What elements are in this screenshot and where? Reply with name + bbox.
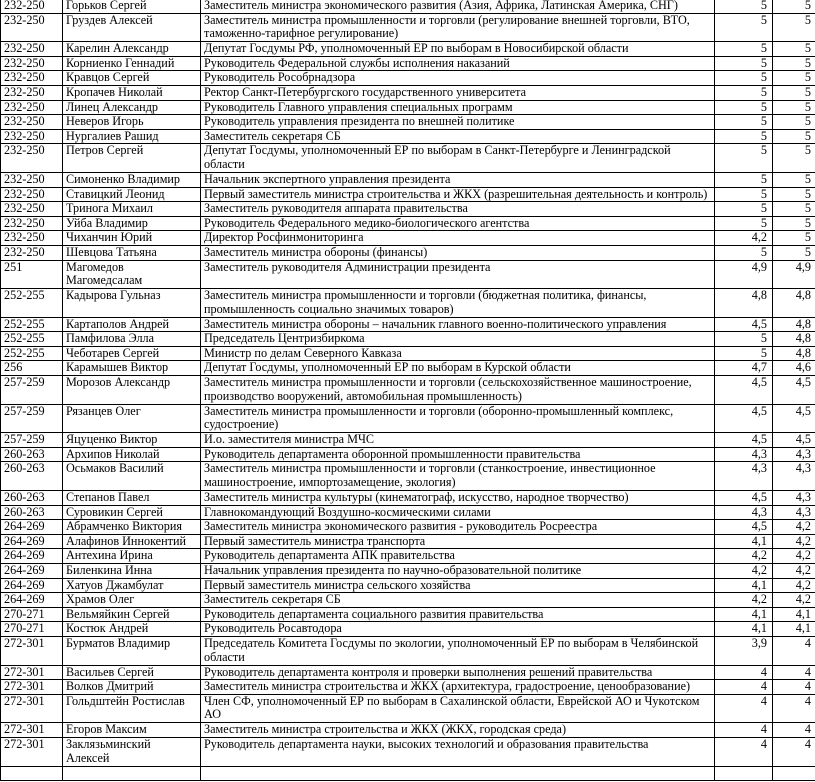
position-cell: Первый заместитель министра сельского хозяйства (201, 578, 715, 593)
position-cell: Депутат Госдумы, уполномоченный ЕР по выборам в Курской области (201, 361, 715, 376)
rank-cell: 232-250 (1, 129, 63, 144)
position-cell: Руководитель департамента АПК правительства (201, 549, 715, 564)
position-cell: Заместитель министра промышленности и торговли (бюджетная политика, финансы, промышленность социально значимых товаров) (201, 289, 715, 318)
name-cell: Чеботарев Сергей (63, 346, 201, 361)
rank-cell: 260-263 (1, 462, 63, 491)
name-cell: Кадырова Гульназ (63, 289, 201, 318)
score-2-cell: 5 (773, 231, 815, 246)
score-2-cell: 4,3 (773, 491, 815, 506)
score-2-cell-empty (773, 766, 815, 781)
position-cell: И.о. заместителя министра МЧС (201, 433, 715, 448)
score-2-cell: 4,8 (773, 289, 815, 318)
score-2-cell: 4 (773, 680, 815, 695)
rank-cell: 232-250 (1, 13, 63, 42)
score-1-cell: 4,1 (715, 607, 773, 622)
position-cell: Заместитель министра промышленности и торговли (станкостроение, инвестиционное машиностроение, импортозамещение, экология) (201, 462, 715, 491)
table-row (1, 694, 815, 723)
table-row (1, 491, 815, 506)
name-cell: Груздев Алексей (63, 13, 201, 42)
name-cell: Карамышев Виктор (63, 361, 201, 376)
position-cell: Заместитель министра промышленности и торговли (регулирование внешней торговли, ВТО, таможенно-тарифное регулирование) (201, 13, 715, 42)
score-1-cell: 5 (715, 129, 773, 144)
position-cell: Председатель Центризбиркома (201, 332, 715, 347)
name-cell: Горьков Сергей (63, 0, 201, 13)
rank-cell: 257-259 (1, 376, 63, 405)
score-1-cell: 4,7 (715, 361, 773, 376)
table-row (1, 42, 815, 57)
name-cell: Яцуценко Виктор (63, 433, 201, 448)
score-2-cell: 4 (773, 737, 815, 766)
ranking-table-body (1, 0, 815, 781)
position-cell: Директор Росфинмониторинга (201, 231, 715, 246)
rank-cell: 252-255 (1, 346, 63, 361)
table-row (1, 144, 815, 173)
score-1-cell: 4,5 (715, 491, 773, 506)
rank-cell: 252-255 (1, 289, 63, 318)
rank-cell: 232-250 (1, 71, 63, 86)
rank-cell: 232-250 (1, 42, 63, 57)
score-1-cell: 5 (715, 13, 773, 42)
score-1-cell: 5 (715, 346, 773, 361)
score-1-cell: 5 (715, 85, 773, 100)
rank-cell-empty (1, 766, 63, 781)
position-cell: Руководитель департамента контроля и проверки выполнения решений правительства (201, 665, 715, 680)
table-row (1, 723, 815, 738)
position-cell: Депутат Госдумы РФ, уполномоченный ЕР по выборам в Новосибирской области (201, 42, 715, 57)
position-cell: Руководитель Федеральной службы исполнения наказаний (201, 56, 715, 71)
rank-cell: 264-269 (1, 549, 63, 564)
score-1-cell: 4,3 (715, 447, 773, 462)
table-row (1, 433, 815, 448)
score-1-cell: 4,9 (715, 260, 773, 289)
score-1-cell: 4,2 (715, 593, 773, 608)
score-2-cell: 4,5 (773, 404, 815, 433)
score-1-cell: 5 (715, 100, 773, 115)
score-1-cell: 5 (715, 245, 773, 260)
score-2-cell: 4,9 (773, 260, 815, 289)
score-2-cell: 4,5 (773, 376, 815, 405)
name-cell: Памфилова Элла (63, 332, 201, 347)
score-2-cell: 4,2 (773, 520, 815, 535)
table-row (1, 289, 815, 318)
table-row (1, 129, 815, 144)
table-row (1, 376, 815, 405)
table-row (1, 172, 815, 187)
score-1-cell: 4 (715, 680, 773, 695)
score-2-cell: 4,8 (773, 332, 815, 347)
name-cell: Суровикин Сергей (63, 505, 201, 520)
score-2-cell: 5 (773, 129, 815, 144)
rank-cell: 252-255 (1, 332, 63, 347)
rank-cell: 232-250 (1, 231, 63, 246)
table-row (1, 346, 815, 361)
name-cell: Шевцова Татьяна (63, 245, 201, 260)
rank-cell: 251 (1, 260, 63, 289)
name-cell: Петров Сергей (63, 144, 201, 173)
rank-cell: 232-250 (1, 85, 63, 100)
table-row (1, 13, 815, 42)
table-row (1, 202, 815, 217)
rank-cell: 272-301 (1, 737, 63, 766)
score-1-cell: 5 (715, 216, 773, 231)
score-1-cell: 5 (715, 172, 773, 187)
position-cell: Руководитель Росавтодора (201, 622, 715, 637)
position-cell: Заместитель министра культуры (кинематограф, искусство, народное творчество) (201, 491, 715, 506)
rank-cell: 232-250 (1, 144, 63, 173)
rank-cell: 257-259 (1, 404, 63, 433)
table-row (1, 85, 815, 100)
name-cell: Рязанцев Олег (63, 404, 201, 433)
score-2-cell: 4,2 (773, 593, 815, 608)
position-cell: Заместитель министра промышленности и торговли (сельскохозяйственное машиностроение, производство вооружений, автомобильная промышленность) (201, 376, 715, 405)
rank-cell: 272-301 (1, 694, 63, 723)
position-cell: Первый заместитель министра транспорта (201, 534, 715, 549)
name-cell: Картаполов Андрей (63, 317, 201, 332)
rank-cell: 232-250 (1, 100, 63, 115)
name-cell: Костюк Андрей (63, 622, 201, 637)
position-cell: Депутат Госдумы, уполномоченный ЕР по выборам в Санкт-Петербурге и Ленинградской области (201, 144, 715, 173)
score-1-cell: 4,2 (715, 549, 773, 564)
score-1-cell-empty (715, 766, 773, 781)
score-1-cell: 4,2 (715, 564, 773, 579)
score-1-cell: 5 (715, 56, 773, 71)
score-1-cell: 5 (715, 187, 773, 202)
rank-cell: 264-269 (1, 593, 63, 608)
position-cell: Заместитель министра промышленности и торговли (оборонно-промышленный комплекс, судостроение) (201, 404, 715, 433)
rank-cell: 232-250 (1, 0, 63, 13)
name-cell: Биленкина Инна (63, 564, 201, 579)
score-2-cell: 5 (773, 187, 815, 202)
rank-cell: 272-301 (1, 723, 63, 738)
score-2-cell: 4,3 (773, 462, 815, 491)
name-cell: Нургалиев Рашид (63, 129, 201, 144)
score-1-cell: 4,5 (715, 520, 773, 535)
name-cell: Осьмаков Василий (63, 462, 201, 491)
score-2-cell: 4,8 (773, 317, 815, 332)
score-1-cell: 5 (715, 202, 773, 217)
position-cell: Заместитель министра экономического развития (Азия, Африка, Латинская Америка, СНГ) (201, 0, 715, 13)
score-2-cell: 5 (773, 216, 815, 231)
table-row (1, 680, 815, 695)
table-row (1, 447, 815, 462)
score-2-cell: 4,2 (773, 578, 815, 593)
table-row (1, 216, 815, 231)
rank-cell: 264-269 (1, 534, 63, 549)
score-2-cell: 4,2 (773, 564, 815, 579)
table-row (1, 231, 815, 246)
name-cell: Неверов Игорь (63, 115, 201, 130)
position-cell: Руководитель департамента социального развития правительства (201, 607, 715, 622)
rank-cell: 232-250 (1, 56, 63, 71)
position-cell-empty (201, 766, 715, 781)
score-1-cell: 4,5 (715, 376, 773, 405)
name-cell: Волков Дмитрий (63, 680, 201, 695)
score-2-cell: 5 (773, 172, 815, 187)
score-1-cell: 4,1 (715, 578, 773, 593)
score-2-cell: 4,3 (773, 447, 815, 462)
rank-cell: 272-301 (1, 665, 63, 680)
score-2-cell: 5 (773, 71, 815, 86)
score-2-cell: 5 (773, 42, 815, 57)
name-cell: Уйба Владимир (63, 216, 201, 231)
name-cell: Абрамченко Виктория (63, 520, 201, 535)
rank-cell: 232-250 (1, 245, 63, 260)
name-cell: Линец Александр (63, 100, 201, 115)
score-2-cell: 5 (773, 144, 815, 173)
rank-cell: 264-269 (1, 564, 63, 579)
position-cell: Руководитель департамента оборонной промышленности правительства (201, 447, 715, 462)
score-2-cell: 5 (773, 13, 815, 42)
score-1-cell: 4 (715, 737, 773, 766)
score-1-cell: 4,3 (715, 505, 773, 520)
score-2-cell: 5 (773, 56, 815, 71)
rank-cell: 232-250 (1, 187, 63, 202)
rank-cell: 252-255 (1, 317, 63, 332)
score-1-cell: 5 (715, 332, 773, 347)
name-cell: Вельмяйкин Сергей (63, 607, 201, 622)
rank-cell: 264-269 (1, 520, 63, 535)
table-row (1, 505, 815, 520)
rank-cell: 264-269 (1, 578, 63, 593)
score-1-cell: 4,8 (715, 289, 773, 318)
position-cell: Заместитель секретаря СБ (201, 129, 715, 144)
table-row (1, 71, 815, 86)
table-row (1, 100, 815, 115)
position-cell: Руководитель управления президента по внешней политике (201, 115, 715, 130)
table-row-partial (1, 766, 815, 781)
table-row (1, 549, 815, 564)
name-cell: Кропачев Николай (63, 85, 201, 100)
name-cell-empty (63, 766, 201, 781)
position-cell: Заместитель министра обороны – начальник главного военно-политического управления (201, 317, 715, 332)
table-row (1, 578, 815, 593)
table-row (1, 115, 815, 130)
rank-cell: 232-250 (1, 115, 63, 130)
name-cell: Егоров Максим (63, 723, 201, 738)
name-cell: Бурматов Владимир (63, 636, 201, 665)
score-2-cell: 5 (773, 85, 815, 100)
score-2-cell: 5 (773, 245, 815, 260)
table-row (1, 607, 815, 622)
rank-cell: 257-259 (1, 433, 63, 448)
position-cell: Заместитель руководителя Администрации президента (201, 260, 715, 289)
score-2-cell: 4,2 (773, 534, 815, 549)
score-2-cell: 4,8 (773, 346, 815, 361)
table-row (1, 56, 815, 71)
score-1-cell: 4,2 (715, 231, 773, 246)
score-1-cell: 5 (715, 115, 773, 130)
table-row (1, 0, 815, 13)
rank-cell: 270-271 (1, 607, 63, 622)
score-1-cell: 4,1 (715, 622, 773, 637)
name-cell: Антехина Ирина (63, 549, 201, 564)
position-cell: Руководитель Главного управления специальных программ (201, 100, 715, 115)
position-cell: Председатель Комитета Госдумы по экологии, уполномоченный ЕР по выборам в Челябинской области (201, 636, 715, 665)
table-row (1, 534, 815, 549)
score-2-cell: 4,1 (773, 622, 815, 637)
name-cell: Заклязьминский Алексей (63, 737, 201, 766)
rank-cell: 272-301 (1, 636, 63, 665)
score-1-cell: 5 (715, 71, 773, 86)
name-cell: Корниенко Геннадий (63, 56, 201, 71)
position-cell: Руководитель Рособрнадзора (201, 71, 715, 86)
table-row (1, 636, 815, 665)
score-1-cell: 4,5 (715, 433, 773, 448)
position-cell: Руководитель департамента науки, высоких технологий и образования правительства (201, 737, 715, 766)
name-cell: Алафинов Иннокентий (63, 534, 201, 549)
name-cell: Симоненко Владимир (63, 172, 201, 187)
table-row (1, 332, 815, 347)
position-cell: Главнокомандующий Воздушно-космическими силами (201, 505, 715, 520)
position-cell: Министр по делам Северного Кавказа (201, 346, 715, 361)
score-2-cell: 4,1 (773, 607, 815, 622)
score-2-cell: 5 (773, 115, 815, 130)
name-cell: Карелин Александр (63, 42, 201, 57)
name-cell: Кравцов Сергей (63, 71, 201, 86)
table-row (1, 187, 815, 202)
table-row (1, 622, 815, 637)
table-row (1, 564, 815, 579)
score-1-cell: 5 (715, 42, 773, 57)
score-1-cell: 4,5 (715, 317, 773, 332)
table-row (1, 245, 815, 260)
rank-cell: 260-263 (1, 447, 63, 462)
rank-cell: 232-250 (1, 172, 63, 187)
score-2-cell: 4 (773, 636, 815, 665)
score-2-cell: 5 (773, 0, 815, 13)
name-cell: Степанов Павел (63, 491, 201, 506)
position-cell: Начальник экспертного управления президента (201, 172, 715, 187)
score-1-cell: 4,3 (715, 462, 773, 491)
name-cell: Магомедов Магомедсалам (63, 260, 201, 289)
rank-cell: 232-250 (1, 216, 63, 231)
position-cell: Первый заместитель министра строительства и ЖКХ (разрешительная деятельность и контроль) (201, 187, 715, 202)
rank-cell: 260-263 (1, 505, 63, 520)
score-2-cell: 4,6 (773, 361, 815, 376)
rank-cell: 232-250 (1, 202, 63, 217)
position-cell: Заместитель министра обороны (финансы) (201, 245, 715, 260)
score-2-cell: 4 (773, 723, 815, 738)
rank-cell: 260-263 (1, 491, 63, 506)
position-cell: Заместитель руководителя аппарата правительства (201, 202, 715, 217)
score-2-cell: 4 (773, 665, 815, 680)
name-cell: Морозов Александр (63, 376, 201, 405)
table-row (1, 593, 815, 608)
name-cell: Архипов Николай (63, 447, 201, 462)
table-row (1, 317, 815, 332)
position-cell: Заместитель секретаря СБ (201, 593, 715, 608)
score-1-cell: 4 (715, 723, 773, 738)
name-cell: Храмов Олег (63, 593, 201, 608)
position-cell: Заместитель министра строительства и ЖКХ (архитектура, градостроение, ценообразование) (201, 680, 715, 695)
table-row (1, 520, 815, 535)
rank-cell: 270-271 (1, 622, 63, 637)
position-cell: Начальник управления президента по научно-образовательной политике (201, 564, 715, 579)
table-row (1, 737, 815, 766)
name-cell: Тринога Михаил (63, 202, 201, 217)
table-row (1, 665, 815, 680)
position-cell: Ректор Санкт-Петербургского государственного университета (201, 85, 715, 100)
name-cell: Ставицкий Леонид (63, 187, 201, 202)
position-cell: Руководитель Федерального медико-биологического агентства (201, 216, 715, 231)
score-2-cell: 4,5 (773, 433, 815, 448)
score-1-cell: 5 (715, 144, 773, 173)
name-cell: Хатуов Джамбулат (63, 578, 201, 593)
table-row (1, 404, 815, 433)
table-row (1, 462, 815, 491)
score-1-cell: 4,5 (715, 404, 773, 433)
score-1-cell: 5 (715, 0, 773, 13)
score-2-cell: 4 (773, 694, 815, 723)
score-1-cell: 4 (715, 665, 773, 680)
score-1-cell: 4,1 (715, 534, 773, 549)
name-cell: Гольдштейн Ростислав (63, 694, 201, 723)
position-cell: Член СФ, уполномоченный ЕР по выборам в Сахалинской области, Еврейской АО и Чукотском АО (201, 694, 715, 723)
score-2-cell: 5 (773, 202, 815, 217)
position-cell: Заместитель министра экономического развития - руководитель Росреестра (201, 520, 715, 535)
score-1-cell: 3,9 (715, 636, 773, 665)
name-cell: Чиханчин Юрий (63, 231, 201, 246)
table-row (1, 361, 815, 376)
position-cell: Заместитель министра строительства и ЖКХ (ЖКХ, городская среда) (201, 723, 715, 738)
score-2-cell: 4,3 (773, 505, 815, 520)
name-cell: Васильев Сергей (63, 665, 201, 680)
rank-cell: 272-301 (1, 680, 63, 695)
table-row (1, 260, 815, 289)
rank-cell: 256 (1, 361, 63, 376)
score-2-cell: 4,2 (773, 549, 815, 564)
score-2-cell: 5 (773, 100, 815, 115)
score-1-cell: 4 (715, 694, 773, 723)
